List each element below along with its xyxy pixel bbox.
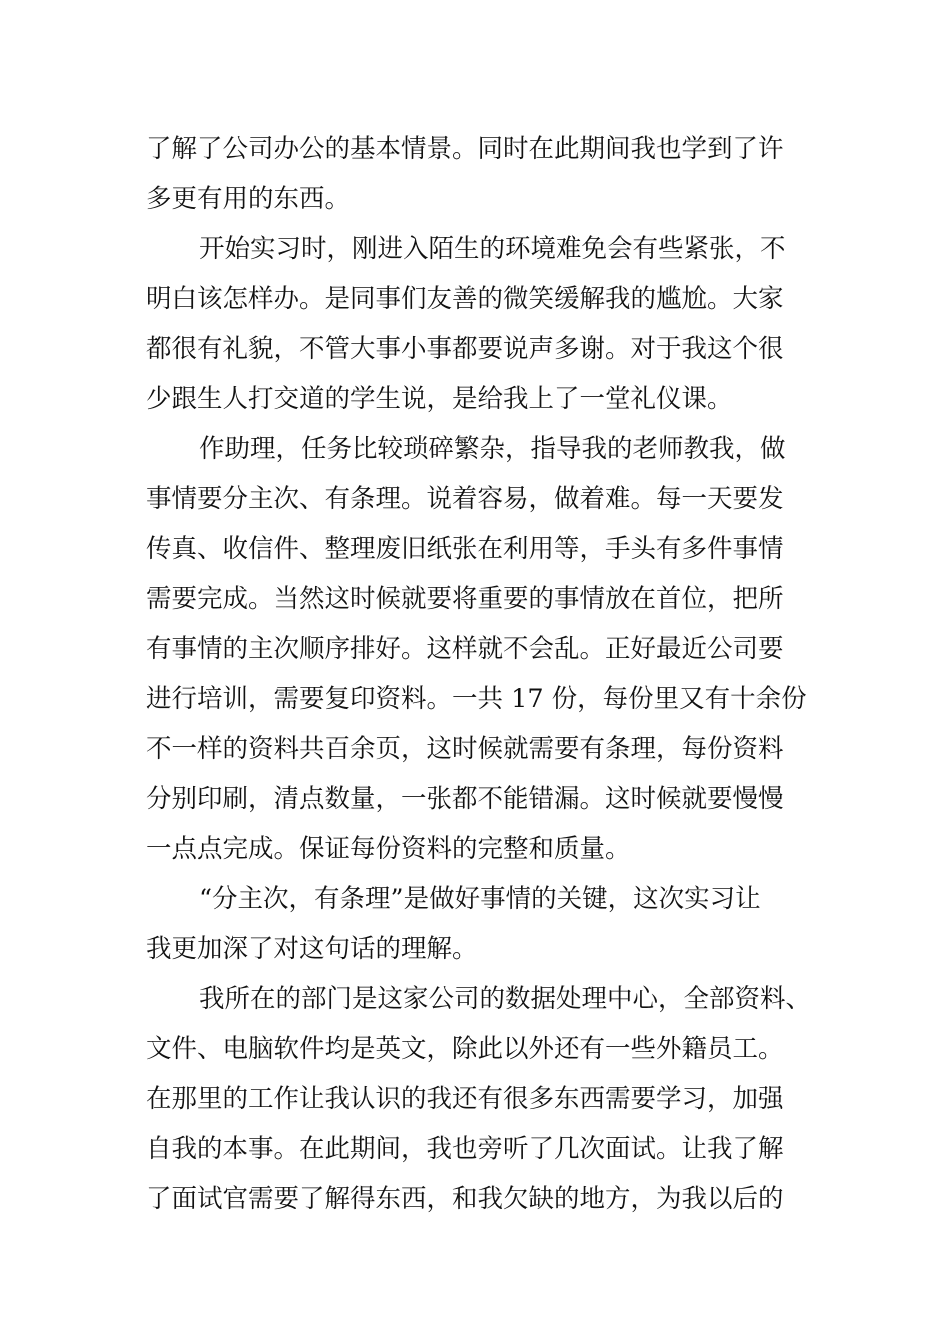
text-line: 明白该怎样办。是同事们友善的微笑缓解我的尴尬。大家 bbox=[146, 284, 784, 314]
text-line: 事情要分主次、有条理。说着容易，做着难。每一天要发 bbox=[146, 484, 784, 514]
text-line: 有事情的主次顺序排好。这样就不会乱。正好最近公司要 bbox=[146, 634, 784, 664]
text-line: 自我的本事。在此期间，我也旁听了几次面试。让我了解 bbox=[146, 1134, 784, 1164]
text-line: 少跟生人打交道的学生说，是给我上了一堂礼仪课。 bbox=[146, 384, 733, 414]
text-line: 多更有用的东西。 bbox=[146, 184, 351, 214]
text-line: 在那里的工作让我认识的我还有很多东西需要学习，加强 bbox=[146, 1084, 784, 1114]
paragraph-start-line: “分主次，有条理”是做好事情的关键，这次实习让 bbox=[199, 884, 761, 914]
text-line: 了解了公司办公的基本情景。同时在此期间我也学到了许 bbox=[146, 134, 784, 164]
paragraph-start-line: 作助理，任务比较琐碎繁杂，指导我的老师教我，做 bbox=[199, 434, 786, 464]
text-line: 不一样的资料共百余页，这时候就需要有条理，每份资料 bbox=[146, 734, 784, 764]
paragraph-start-line: 我所在的部门是这家公司的数据处理中心，全部资料、 bbox=[199, 984, 812, 1014]
text-line: 传真、收信件、整理废旧纸张在利用等，手头有多件事情 bbox=[146, 534, 784, 564]
text-line: 文件、电脑软件均是英文，除此以外还有一些外籍员工。 bbox=[146, 1034, 784, 1064]
body-text bbox=[146, 124, 826, 1224]
text-line: 需要完成。当然这时候就要将重要的事情放在首位，把所 bbox=[146, 584, 784, 614]
text-line: 进行培训，需要复印资料。一共 17 份，每份里又有十余份 bbox=[146, 684, 807, 714]
text-line: 分别印刷，清点数量，一张都不能错漏。这时候就要慢慢 bbox=[146, 784, 784, 814]
text-line: 我更加深了对这句话的理解。 bbox=[146, 934, 478, 964]
text-line: 都很有礼貌，不管大事小事都要说声多谢。对于我这个很 bbox=[146, 334, 784, 364]
paragraph-start-line: 开始实习时，刚进入陌生的环境难免会有些紧张，不 bbox=[199, 234, 786, 264]
text-line: 了面试官需要了解得东西，和我欠缺的地方，为我以后的 bbox=[146, 1184, 784, 1214]
text-line: 一点点完成。保证每份资料的完整和质量。 bbox=[146, 834, 631, 864]
